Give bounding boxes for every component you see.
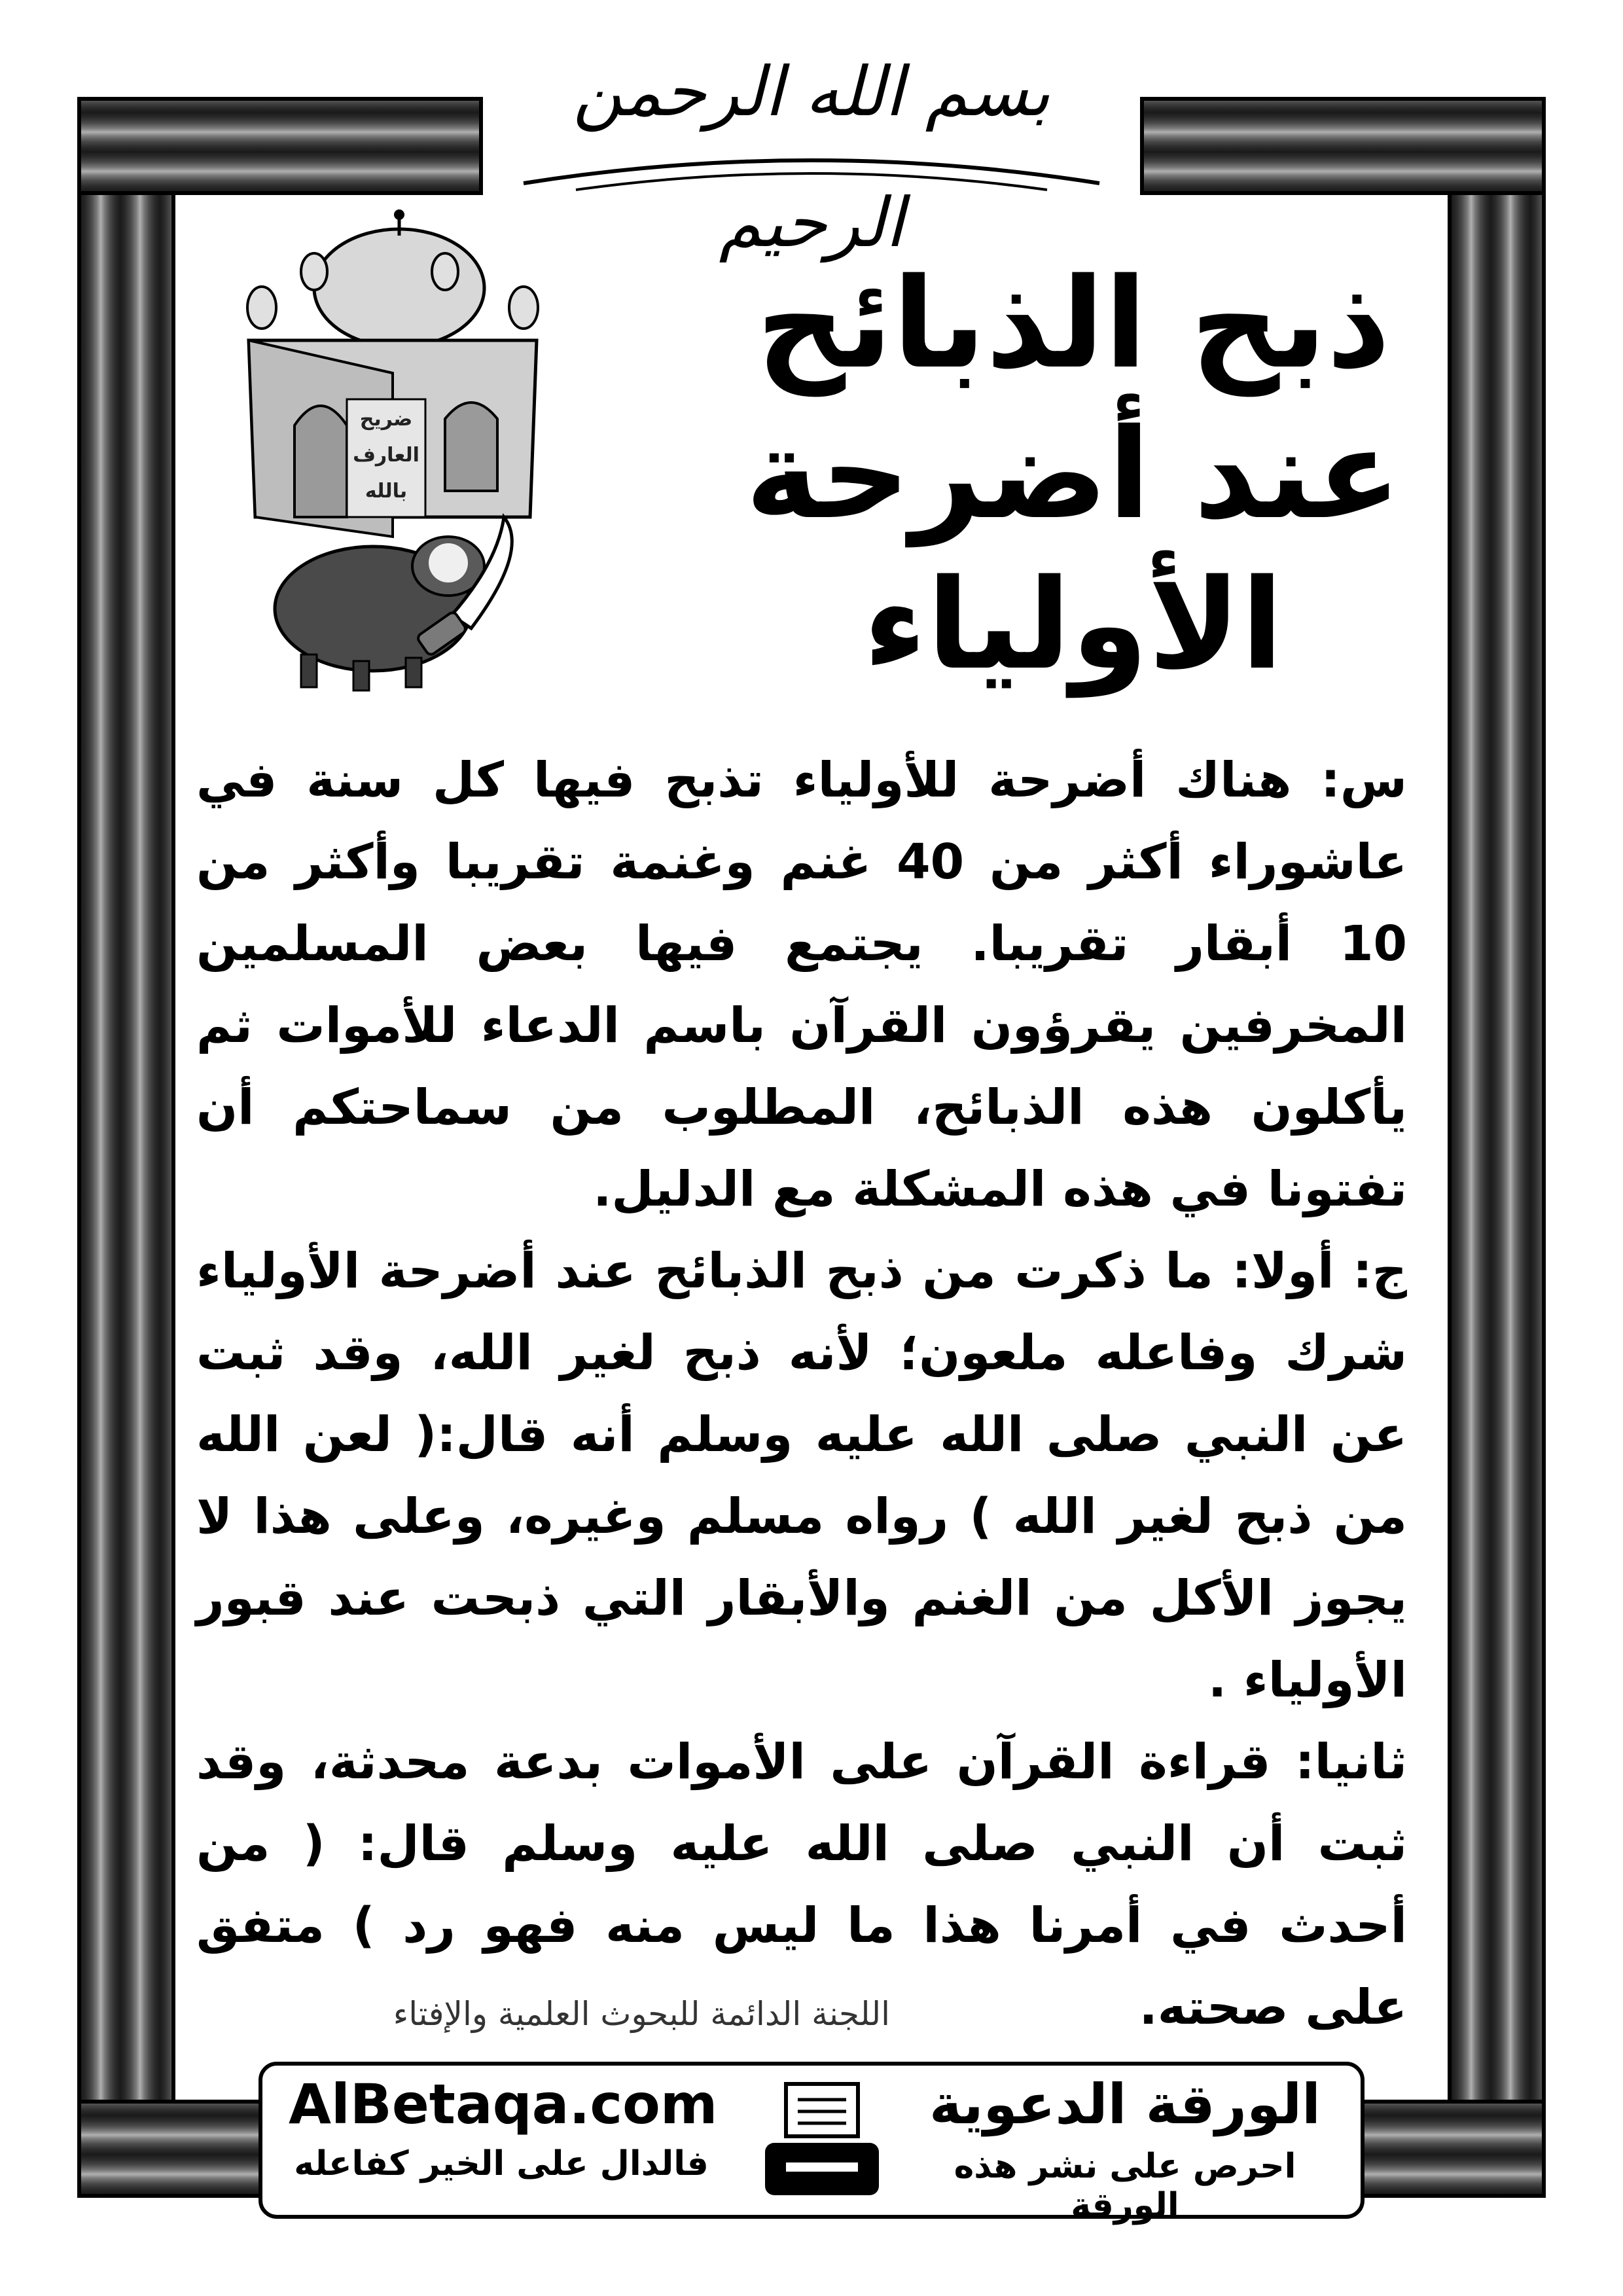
fatwa-source: اللجنة الدائمة للبحوث العلمية والإفتاء bbox=[393, 1995, 890, 2033]
frame-right-bar bbox=[1448, 97, 1546, 2198]
basmala-text: بسم الله الرحمن الرحيم bbox=[573, 52, 1050, 262]
frame-top-left-bar bbox=[77, 97, 483, 195]
shrine-sheep-illustration bbox=[223, 209, 563, 694]
shrine-label-2: العارف bbox=[353, 444, 419, 467]
question-paragraph: س: هناك أضرحة للأولياء تذبح فيها كل سنة في عاشوراء أكثر من 40 غنم وغنمة تقريبا وأكثر من 10 أبقار تقريبا. يجتمع فيها بعض المسلمين المخرفين يقرؤون القرآن باسم الدعاء للأموات ثم يأكلون هذه الذبائح، المطلوب من سماحتكم أن تفتونا في هذه المشكلة مع الدليل. bbox=[196, 752, 1407, 1217]
footer-website-link[interactable]: AlBetaqa.com bbox=[289, 2072, 718, 2136]
title-line-2: عند أضرحة bbox=[745, 402, 1402, 547]
footer-website-tagline: فالدال على الخير كفاعله bbox=[294, 2144, 709, 2183]
answer-paragraph-2: ثانيا: قراءة القرآن على الأموات بدعة محدثة، وقد ثبت أن النبي صلى الله عليه وسلم قال: ( من أحدث في أمرنا هذا ما ليس منه فهو رد ) متفق على صحته. bbox=[196, 1734, 1407, 2036]
page-title bbox=[720, 249, 1427, 700]
frame-top-right-bar bbox=[1140, 97, 1546, 195]
answer-paragraph-1: ج: أولا: ما ذكرت من ذبح الذبائح عند أضرحة الأولياء شرك وفاعله ملعون؛ لأنه ذبح لغير الله، وقد ثبت عن النبي صلى الله عليه وسلم أنه قال:( لعن الله من ذبح لغير الله ) رواه مسلم وغيره، وعلى هذا لا يجوز الأكل من الغنم والأبقار التي ذبحت عند قبور الأولياء . bbox=[196, 1243, 1407, 1708]
title-line-3: الأولياء bbox=[863, 552, 1284, 697]
calligraphy-flourish-icon bbox=[497, 144, 1126, 196]
printer-icon bbox=[760, 2077, 884, 2208]
footer-title: الورقة الدعوية bbox=[929, 2072, 1321, 2136]
footer-title-tagline: احرص على نشر هذه الورقة bbox=[954, 2147, 1296, 2225]
title-line-1: ذبح الذبائح bbox=[756, 251, 1391, 396]
shrine-label-3: بالله bbox=[365, 480, 408, 503]
fatwa-body bbox=[196, 740, 1407, 2049]
basmala-header bbox=[497, 26, 1126, 262]
frame-left-bar bbox=[77, 97, 175, 2198]
shrine-label-1: ضريح bbox=[359, 408, 413, 431]
footer-box bbox=[259, 2062, 1364, 2225]
